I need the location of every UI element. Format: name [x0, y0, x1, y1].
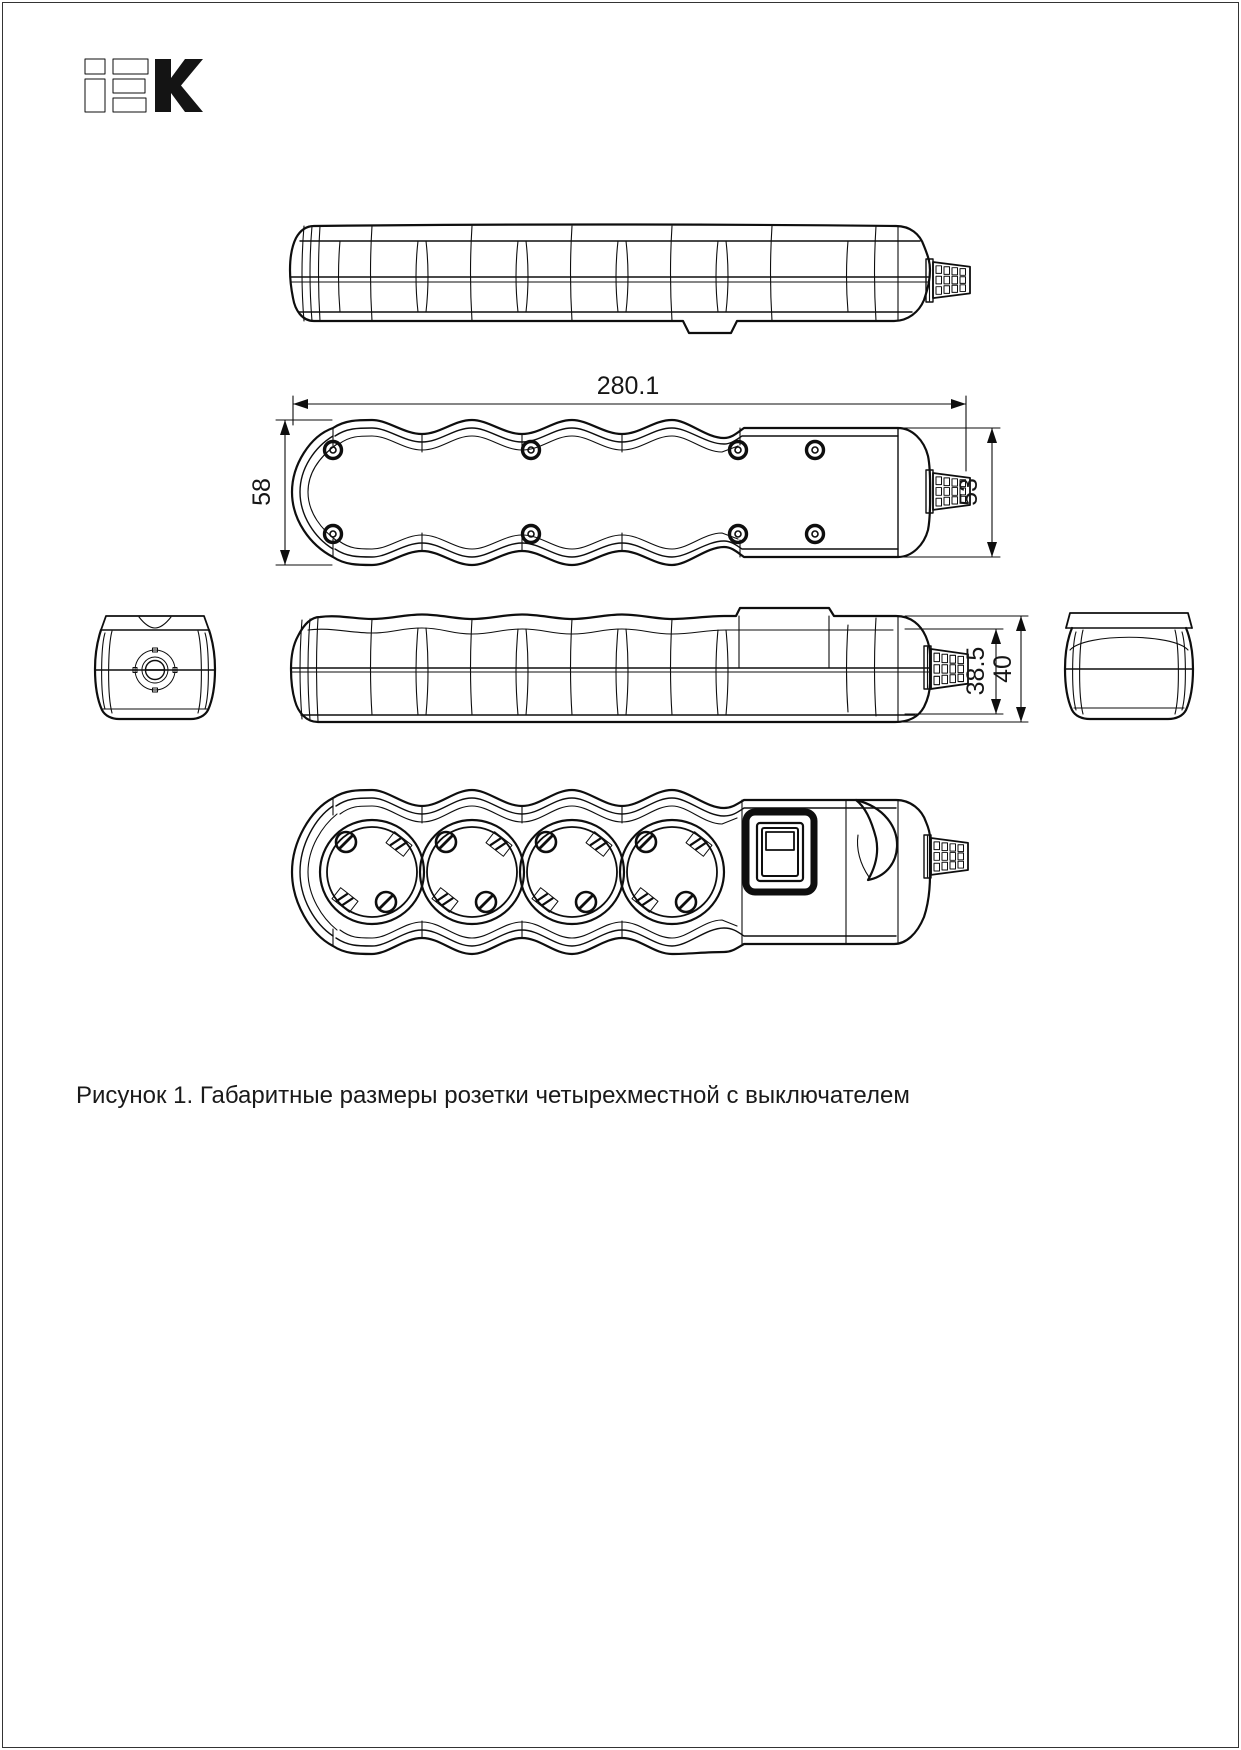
cord-hook	[856, 800, 897, 880]
dim-height-38-5-label: 38.5	[962, 646, 990, 696]
socket-3	[520, 820, 624, 924]
bottom-view	[292, 420, 970, 565]
socket-2	[420, 820, 524, 924]
socket-1	[320, 820, 424, 924]
top-view	[290, 225, 970, 334]
dim-width-53-label: 53	[955, 478, 983, 506]
dim-length	[293, 372, 966, 471]
left-end-view	[95, 616, 215, 719]
figure-caption: Рисунок 1. Габаритные размеры розетки четырехместной с выключателем	[76, 1082, 910, 1109]
right-end-view	[1065, 613, 1193, 719]
dim-width-58	[248, 420, 332, 565]
socket-4	[620, 820, 724, 924]
dim-width-53	[902, 428, 1000, 557]
side-view	[291, 608, 968, 722]
dim-length-label: 280.1	[596, 372, 660, 400]
dim-height-40-label: 40	[989, 655, 1017, 683]
iek-logo	[85, 59, 203, 112]
dim-width-58-label: 58	[248, 478, 276, 506]
front-view	[292, 790, 968, 954]
power-switch	[746, 812, 814, 892]
